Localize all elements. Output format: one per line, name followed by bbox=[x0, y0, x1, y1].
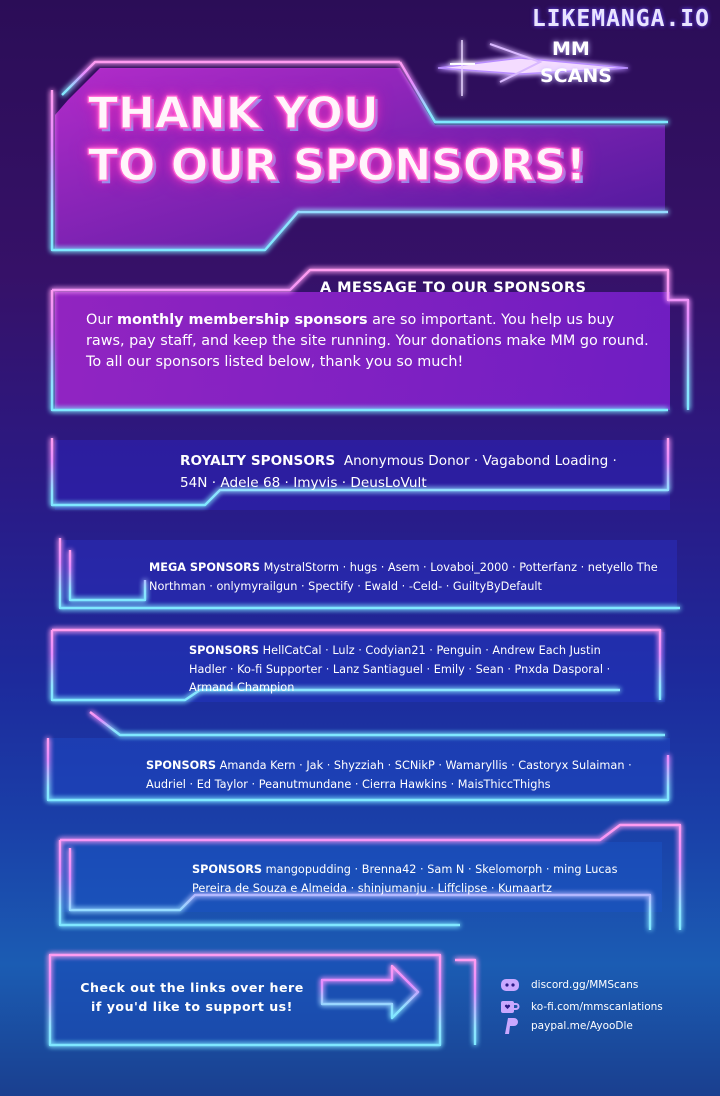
tier-names: HellCatCal · Lulz · Codyian21 · Penguin · Andrew Each Justin Hadler · Ko-fi Supporter · Lanz Santiaguel · Emily · Sean · Pnxda Dasporal · Armand Champion bbox=[189, 644, 611, 694]
logo-line-1: MM bbox=[552, 38, 590, 60]
sponsors-group-3 bbox=[192, 860, 652, 898]
mm-scans-logo bbox=[540, 36, 612, 90]
page-title bbox=[88, 88, 586, 192]
cta-line-1: Check out the links over here bbox=[80, 980, 304, 995]
tier-label: ROYALTY SPONSORS bbox=[180, 453, 336, 469]
discord-icon bbox=[500, 976, 520, 994]
message-body bbox=[86, 310, 656, 373]
kofi-link-text: ko-fi.com/mmscanlations bbox=[531, 1001, 663, 1013]
message-text-bold: monthly membership sponsors bbox=[116, 312, 368, 328]
mega-sponsors bbox=[149, 558, 669, 596]
message-text-start: Our bbox=[86, 312, 117, 328]
tier-label: SPONSORS bbox=[192, 863, 263, 876]
watermark: LIKEMANGA.IO bbox=[531, 6, 710, 32]
tier-label: SPONSORS bbox=[189, 644, 260, 657]
sponsors-group-1 bbox=[189, 642, 639, 698]
paypal-link-text: paypal.me/AyooDle bbox=[531, 1020, 633, 1032]
support-call-to-action bbox=[66, 978, 318, 1016]
kofi-icon bbox=[500, 998, 520, 1016]
kofi-link[interactable] bbox=[500, 998, 663, 1016]
tier-names: Amanda Kern · Jak · Shyzziah · SCNikP · Wamaryllis · Castoryx Sulaiman · Audriel · Ed Taylor · Peanutmundane · Cierra Hawkins · MaisThiccThighs bbox=[146, 759, 632, 791]
paypal-icon bbox=[500, 1017, 520, 1035]
message-heading: A MESSAGE TO OUR SPONSORS bbox=[320, 280, 587, 296]
cta-line-2: if you'd like to support us! bbox=[91, 999, 293, 1014]
paypal-link[interactable] bbox=[500, 1017, 633, 1035]
title-line-1: THANK YOU bbox=[88, 88, 379, 139]
sponsors-group-2 bbox=[146, 756, 666, 794]
message-text-end: are so important. You help us buy raws, pay staff, and keep the site running. Your donations make MM go round. To all our sponsors listed below, thank you so much! bbox=[86, 312, 649, 370]
discord-link-text: discord.gg/MMScans bbox=[531, 979, 639, 991]
discord-link[interactable] bbox=[500, 976, 638, 994]
tier-names: Anonymous Donor · Vagabond Loading · 54N · Adele 68 · Imyvis · DeusLoVult bbox=[180, 453, 617, 491]
tier-names: MystralStorm · hugs · Asem · Lovaboi_2000 · Potterfanz · netyello The Northman · onlymyrailgun · Spectify · Ewald · -Celd- · GuiltyByDefault bbox=[149, 561, 658, 593]
tier-label: MEGA SPONSORS bbox=[149, 561, 260, 574]
tier-names: mangopudding · Brenna42 · Sam N · Skelomorph · ming Lucas Pereira de Souza e Almeida · shinjumanju · Liffclipse · Kumaartz bbox=[192, 863, 618, 895]
royalty-sponsors bbox=[180, 450, 620, 494]
tier-label: SPONSORS bbox=[146, 759, 217, 772]
logo-line-2: SCANS bbox=[540, 65, 612, 87]
title-line-2: TO OUR SPONSORS! bbox=[88, 140, 586, 191]
